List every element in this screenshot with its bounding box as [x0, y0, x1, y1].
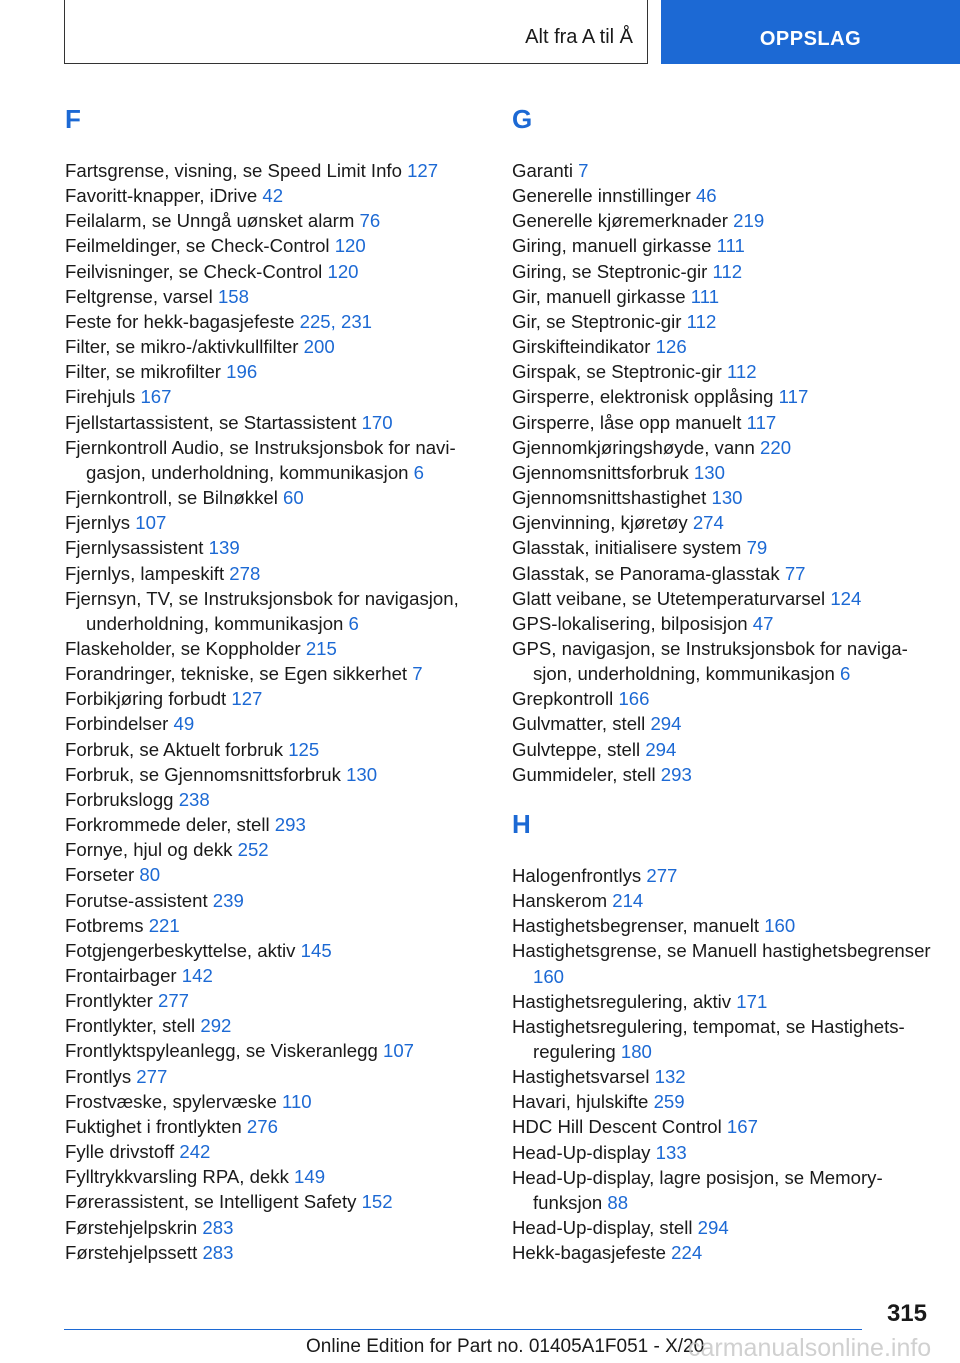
index-entry-page-link[interactable]: 294 [645, 738, 677, 760]
index-entry-term: Frontairbager [65, 965, 182, 986]
index-entry [512, 158, 932, 183]
index-entry-term: Firehjuls [65, 386, 141, 408]
index-entry-page-link[interactable]: 60 [283, 487, 304, 509]
index-entry-term: Havari, hjulskifte [512, 1091, 654, 1113]
index-entry-term: Frontlykter, stell [65, 1015, 201, 1037]
index-entry [65, 183, 475, 208]
index-entry-term: Fylltrykkvarsling RPA, dekk [65, 1166, 295, 1188]
index-entry-term: Gjennomsnittsforbruk [512, 461, 694, 483]
index-entry-term: Fjernsyn, TV, se Instruksjonsbok for navigasjon, underholdning, kommunikasjon [65, 587, 459, 634]
index-entry-term: Fjernlys, lampeskift [65, 562, 230, 584]
index-entry-term: Feilalarm, se Unngå uønsket alarm [65, 210, 360, 232]
index-entry-page-link[interactable]: 167 [140, 386, 172, 408]
index-entry [65, 535, 475, 560]
index-entry [65, 233, 475, 258]
index-entry-term: Forutse-assistent [65, 889, 213, 911]
index-entry-page-link[interactable]: 126 [655, 336, 687, 358]
index-entry-term: Head-Up-display, stell [512, 1217, 698, 1239]
index-entry-page-link[interactable]: 278 [229, 562, 261, 584]
index-entry-page-link[interactable]: 294 [650, 713, 682, 735]
index-entry [65, 485, 475, 510]
index-entry-page-link[interactable]: 42 [262, 185, 284, 207]
index-entry-page-link[interactable]: 130 [693, 461, 725, 483]
index-entry-page-link[interactable]: 219 [733, 210, 765, 232]
index-entry [512, 611, 932, 636]
index-entry-term: Fjernkontroll Audio, se Instruksjonsbok for navigasjon, underholdning, kommunikasjon [65, 436, 456, 483]
index-entry-term: Flaskeholder, se Koppholder [65, 637, 306, 659]
index-entry-page-link[interactable]: 196 [226, 361, 258, 383]
index-entry-page-link[interactable]: 274 [692, 512, 724, 534]
index-entry [65, 1215, 475, 1240]
index-entry-term: Grepkontroll [512, 688, 619, 710]
index-entry-page-link[interactable]: 292 [200, 1015, 232, 1037]
index-entry-term: Gjennomkjøringshøyde, vann [512, 436, 761, 458]
index-entry-term: Hastighetsregulering, aktiv [512, 990, 737, 1012]
index-entry-page-link[interactable]: 293 [274, 814, 306, 836]
index-entry-page-link[interactable]: 111 [716, 235, 745, 257]
index-entry [65, 661, 475, 686]
index-entry [65, 988, 475, 1013]
index-entry-term: Girspak, se Steptronic-gir [512, 361, 727, 383]
index-entry-page-link[interactable]: 277 [646, 864, 678, 886]
index-entry-page-link[interactable]: 47 [752, 612, 774, 634]
index-entry-page-link[interactable]: 252 [237, 839, 269, 861]
index-entry [65, 309, 475, 334]
index-column-left [65, 100, 475, 1265]
index-entry-term: Førstehjelpssett [65, 1241, 203, 1263]
index-entry-term: Hastighetsgrense, se Manuell hastighetsbegrenser [512, 940, 931, 962]
index-entry-page-link[interactable]: 127 [231, 688, 263, 710]
index-entry-page-link[interactable]: 127 [407, 160, 439, 181]
index-entry-term: Generelle kjøremerknader [512, 210, 734, 232]
index-entry-page-link[interactable]: 238 [178, 788, 210, 810]
index-entry-term: Filter, se mikrofilter [65, 361, 227, 383]
index-entry-page-link[interactable]: 77 [784, 562, 806, 584]
section-title: Alt fra A til Å [525, 26, 633, 48]
index-letter-h: H [512, 808, 531, 839]
index-entry [512, 686, 932, 711]
index-entry-page-link[interactable]: 171 [736, 990, 768, 1012]
index-entry-term: Frostvæske, spylervæske [65, 1090, 282, 1112]
index-entry [512, 1140, 932, 1165]
index-entry-page-link[interactable]: 117 [746, 411, 777, 433]
index-entry-page-link[interactable]: 46 [695, 185, 717, 207]
index-entry [65, 435, 475, 485]
index-entry-page-link[interactable]: 80 [139, 864, 161, 886]
index-entry-term: Gummideler, stell [512, 763, 661, 785]
index-entry [65, 1064, 475, 1089]
index-entry-term: Fartsgrense, visning, se Speed Limit Info [65, 160, 408, 181]
index-entry [65, 510, 475, 535]
index-entry-term: Girsperre, elektronisk opplåsing [512, 386, 779, 408]
index-entry-page-link[interactable]: 88 [607, 1191, 629, 1213]
index-entry-term: Forkrommede deler, stell [65, 814, 275, 836]
index-entry [512, 208, 932, 233]
index-entry-page-link[interactable]: 283 [202, 1216, 234, 1238]
index-entry-page-link[interactable]: 6 [839, 663, 851, 685]
index-entry-term: Gjennomsnittshastighet [512, 487, 712, 509]
index-entry [65, 1240, 475, 1265]
index-entry [512, 309, 932, 334]
index-entry-term: Fornye, hjul og dekk [65, 839, 238, 861]
index-column-right [512, 100, 932, 1265]
index-entry-page-link[interactable]: 294 [697, 1217, 729, 1239]
index-entry [65, 686, 475, 711]
index-entry [65, 711, 475, 736]
index-entry-page-link[interactable]: 220 [760, 436, 792, 458]
index-entry-page-link[interactable]: 6 [413, 461, 425, 483]
watermark: carmanualsonline.info [688, 1334, 932, 1362]
index-entry [512, 334, 932, 359]
index-entry-term: Forbikjøring forbudt [65, 688, 232, 710]
index-entry [65, 284, 475, 309]
index-entry [65, 913, 475, 938]
index-entry [512, 233, 932, 258]
index-entry [512, 938, 932, 988]
index-entry [512, 384, 932, 409]
index-entry-page-link[interactable]: 166 [618, 688, 650, 710]
index-entry-page-link[interactable]: 79 [746, 537, 768, 559]
index-entry-term: Halogenfrontlys [512, 864, 647, 886]
index-entry-page-link[interactable]: 112 [726, 361, 757, 383]
index-entry-page-link[interactable]: 112 [712, 260, 743, 282]
index-entry-term: Favoritt-knapper, iDrive [65, 185, 263, 207]
index-entry-page-link[interactable]: 6 [348, 612, 359, 634]
index-entry-page-link[interactable]: 110 [281, 1090, 312, 1112]
index-entry-page-link[interactable]: 149 [294, 1166, 326, 1188]
index-entry [65, 410, 475, 435]
index-entry-term: Frontlyktspyleanlegg, se Viskeranlegg [65, 1040, 383, 1062]
index-entry-term: Førerassistent, se Intelligent Safety [65, 1191, 362, 1213]
index-entry [512, 410, 932, 435]
index-entry [65, 259, 475, 284]
index-entry-page-link[interactable]: 215 [305, 637, 337, 659]
index-entry [512, 1064, 932, 1089]
index-entry-term: Head-Up-display, lagre posisjon, se Memory-funksjon [512, 1166, 883, 1213]
index-entry-term: Feilmeldinger, se Check-Control [65, 235, 335, 257]
index-entry-term: Fjernlysassistent [65, 537, 209, 559]
index-entry-page-link[interactable]: 239 [212, 889, 244, 911]
footer-divider [64, 1329, 862, 1330]
index-entry [65, 158, 475, 183]
index-entry-term: Giring, manuell girkasse [512, 235, 717, 257]
index-entry-term: Garanti [512, 160, 579, 181]
index-entry-page-link[interactable]: 7 [412, 663, 423, 685]
index-entry-term: Girskifteindikator [512, 336, 656, 358]
index-entry-term: Forbindelser [65, 713, 174, 735]
index-entry-page-link[interactable]: 49 [173, 713, 195, 735]
index-entry [512, 1240, 932, 1265]
index-entry [512, 863, 932, 888]
index-entry [65, 787, 475, 812]
index-entry-page-link[interactable]: 76 [359, 210, 381, 232]
index-entry [65, 1164, 475, 1189]
index-entry [65, 586, 475, 636]
index-entry-page-link[interactable]: 158 [217, 285, 249, 307]
index-entry [512, 284, 932, 309]
index-entry-page-link[interactable]: 225, 231 [299, 310, 373, 332]
index-entry-term: Fjernkontroll, se Bilnøkkel [65, 487, 284, 509]
index-entry [65, 384, 475, 409]
index-entry-term: Feltgrense, varsel [65, 285, 218, 307]
index-entry-term: Hekk-bagasjefeste [512, 1242, 672, 1264]
index-entry-page-link[interactable]: 120 [334, 235, 366, 257]
index-entry [65, 1114, 475, 1139]
index-entry [65, 1189, 475, 1214]
index-entry [512, 359, 932, 384]
index-entry-term: Gir, manuell girkasse [512, 285, 691, 307]
index-entry-page-link[interactable]: 132 [654, 1066, 686, 1088]
index-entry [512, 636, 932, 686]
page-number: 315 [886, 1300, 927, 1327]
index-entry [512, 737, 932, 762]
index-entry [512, 535, 932, 560]
index-entry [512, 435, 932, 460]
index-entry-page-link[interactable]: 283 [202, 1241, 234, 1263]
index-entry [512, 183, 932, 208]
index-entry [512, 913, 932, 938]
index-entry-page-link[interactable]: 130 [711, 487, 743, 509]
index-entry-page-link[interactable]: 142 [181, 965, 213, 986]
index-entry-term: Hastighetsregulering, tempomat, se Hastighetsregulering [512, 1015, 905, 1062]
index-entry [65, 334, 475, 359]
index-entry-term: Frontlys [65, 1065, 137, 1087]
index-entry [65, 737, 475, 762]
index-entry [512, 888, 932, 913]
index-entry-term: Glatt veibane, se Utetemperaturvarsel [512, 587, 831, 609]
index-entry-term: Filter, se mikro-/aktivkullfilter [65, 336, 304, 358]
index-entry-term: Forbrukslogg [65, 788, 179, 810]
index-entry [65, 1038, 475, 1063]
index-entry [65, 208, 475, 233]
index-entry [512, 485, 932, 510]
index-entry [512, 1089, 932, 1114]
index-entry-page-link[interactable]: 145 [300, 939, 332, 961]
index-entry [65, 837, 475, 862]
index-entry-term: Forbruk, se Aktuelt forbruk [65, 738, 289, 760]
index-entry [512, 1114, 932, 1139]
index-entry [512, 762, 932, 787]
index-entry [65, 636, 475, 661]
index-entry-page-link[interactable]: 277 [158, 990, 190, 1012]
index-entry-page-link[interactable]: 139 [208, 537, 240, 559]
index-entry [512, 586, 932, 611]
index-entry-page-link[interactable]: 180 [620, 1041, 652, 1062]
index-entry-page-link[interactable]: 133 [655, 1141, 687, 1163]
index-entry-page-link[interactable]: 242 [179, 1141, 211, 1163]
index-entry [512, 510, 932, 535]
index-entry-term: Gulvmatter, stell [512, 713, 651, 735]
index-entry-page-link[interactable]: 214 [612, 890, 644, 912]
index-entry-page-link[interactable]: 221 [148, 914, 180, 936]
index-entry-page-link[interactable]: 107 [383, 1040, 415, 1062]
index-entry [512, 1014, 932, 1064]
index-entry [65, 762, 475, 787]
index-letter-f: F [65, 104, 81, 134]
index-entry-term: Feste for hekk-bagasjefeste [65, 310, 300, 332]
index-entry-page-link[interactable]: 224 [671, 1242, 703, 1264]
index-entry-term: Gir, se Steptronic-gir [512, 310, 687, 332]
index-entry [512, 259, 932, 284]
index-entry-page-link[interactable]: 7 [578, 160, 589, 181]
index-entry [512, 1165, 932, 1215]
index-entries-g [512, 158, 932, 787]
index-entry-term: GPS-lokalisering, bilposisjon [512, 612, 753, 634]
index-entry-page-link[interactable]: 259 [653, 1091, 685, 1113]
index-entry-page-link[interactable]: 152 [361, 1191, 393, 1213]
index-entry [65, 812, 475, 837]
index-entry [512, 1215, 932, 1240]
index-entry-page-link[interactable]: 160 [764, 915, 796, 937]
index-entry-page-link[interactable]: 125 [288, 738, 320, 760]
index-entries-f [65, 158, 475, 1265]
index-entry-term: Hanskerom [512, 890, 613, 912]
index-entry-page-link[interactable]: 293 [660, 763, 692, 785]
index-entry-term: Glasstak, initialisere system [512, 537, 747, 559]
index-entry-term: Head-Up-display [512, 1141, 656, 1163]
index-entry-page-link[interactable]: 120 [327, 260, 359, 282]
index-entry [65, 888, 475, 913]
index-entry-term: Gulvteppe, stell [512, 738, 646, 760]
index-entry-term: Hastighetsbegrenser, manuelt [512, 915, 765, 937]
index-letter-g: G [512, 104, 533, 134]
tab-oppslag[interactable]: OPPSLAG [661, 0, 960, 64]
edition-footer: Online Edition for Part no. 01405A1F051 - X/20 [306, 1336, 705, 1357]
index-entry-page-link[interactable]: 130 [346, 763, 378, 785]
index-entry-page-link[interactable]: 107 [135, 512, 167, 534]
index-entry-page-link[interactable]: 277 [136, 1065, 168, 1087]
index-entry [512, 989, 932, 1014]
index-entry-term: Fjellstartassistent, se Startassistent [65, 411, 362, 433]
index-entry-page-link[interactable]: 200 [303, 336, 335, 358]
index-entry-term: Hastighetsvarsel [512, 1066, 655, 1088]
index-entries-h [512, 863, 932, 1266]
header-section-box [64, 0, 648, 64]
index-entry-page-link[interactable]: 276 [246, 1115, 278, 1137]
index-entry-term: Fylle drivstoff [65, 1141, 180, 1163]
index-entry-term: Forandringer, tekniske, se Egen sikkerhet [65, 663, 413, 685]
index-entry-term: Girsperre, låse opp manuelt [512, 411, 747, 433]
index-entry-term: Fotbrems [65, 914, 149, 936]
index-entry-page-link[interactable]: 111 [690, 285, 720, 307]
index-entry-term: Feilvisninger, se Check-Control [65, 260, 328, 282]
index-entry [65, 938, 475, 963]
index-entry-term: Førstehjelpskrin [65, 1216, 203, 1238]
index-entry-term: Fuktighet i frontlykten [65, 1115, 247, 1137]
index-entry-page-link[interactable]: 160 [533, 965, 565, 987]
index-entry-page-link[interactable]: 117 [778, 386, 809, 408]
index-entry [65, 1013, 475, 1038]
index-entry-page-link[interactable]: 112 [686, 310, 717, 332]
index-entry [512, 460, 932, 485]
index-entry-term: Frontlykter [65, 990, 158, 1012]
index-entry-term: Giring, se Steptronic-gir [512, 260, 713, 282]
index-entry-term: Forseter [65, 864, 140, 886]
index-entry [65, 1139, 475, 1164]
index-entry-page-link[interactable]: 170 [361, 411, 393, 433]
index-entry [65, 862, 475, 887]
index-entry-term: Generelle innstillinger [512, 185, 696, 207]
index-entry-term: Fotgjengerbeskyttelse, aktiv [65, 939, 301, 961]
index-entry-term: Glasstak, se Panorama-glasstak [512, 562, 785, 584]
index-entry [65, 561, 475, 586]
index-entry-term: Gjenvinning, kjøretøy [512, 512, 693, 534]
index-entry [65, 359, 475, 384]
index-entry-term: Forbruk, se Gjennomsnittsforbruk [65, 763, 347, 785]
index-entry-term: GPS, navigasjon, se Instruksjonsbok for navigasjon, underholdning, kommunikasjon [512, 637, 908, 685]
index-entry-term: HDC Hill Descent Control [512, 1116, 727, 1138]
index-entry-page-link[interactable]: 167 [726, 1116, 758, 1138]
index-entry [512, 711, 932, 736]
index-entry [512, 561, 932, 586]
index-entry [65, 963, 475, 988]
index-entry [65, 1089, 475, 1114]
index-entry-term: Fjernlys [65, 512, 136, 534]
index-entry-page-link[interactable]: 124 [830, 587, 862, 609]
